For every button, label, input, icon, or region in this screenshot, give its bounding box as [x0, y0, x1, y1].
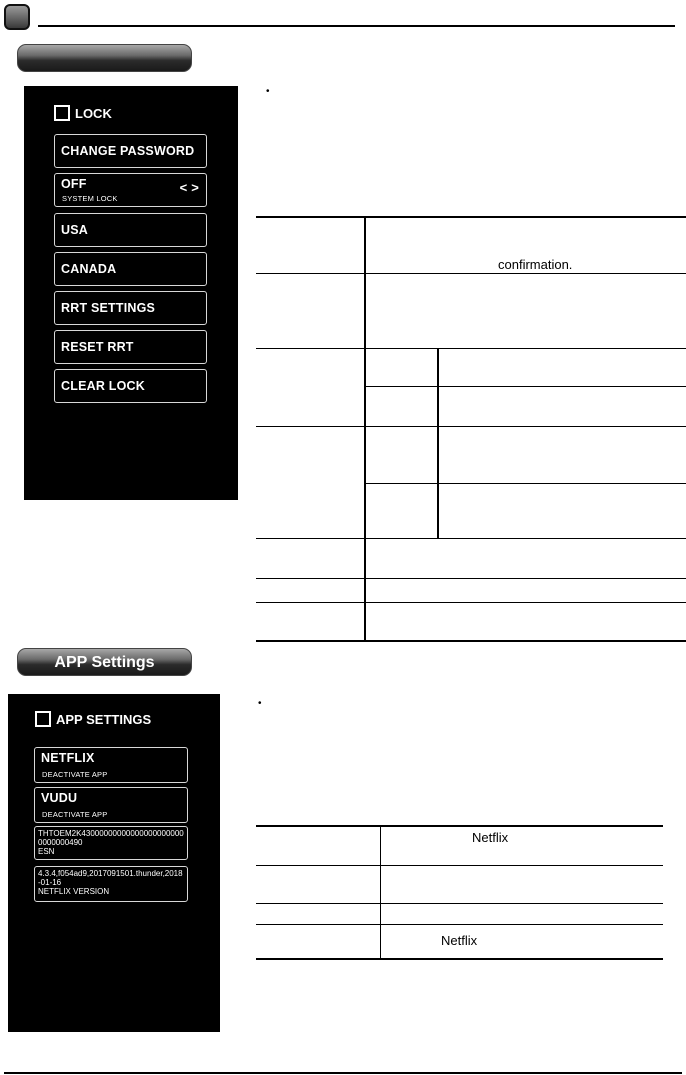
left-right-arrows-icon[interactable]: < > — [179, 180, 199, 195]
netflix-row1-text: Netflix — [472, 830, 509, 845]
canada-button[interactable] — [54, 252, 207, 286]
esn-box — [34, 826, 188, 860]
app-settings-title: APP SETTINGS — [56, 712, 152, 727]
lock-section-pill — [17, 44, 192, 72]
netflix-label: NETFLIX — [41, 751, 95, 765]
usa-label: USA — [61, 223, 88, 237]
esn-label: ESN — [38, 847, 55, 856]
usa-button[interactable] — [54, 213, 207, 247]
clear-lock-label: CLEAR LOCK — [61, 379, 145, 393]
canada-label: CANADA — [61, 262, 117, 276]
netflix-button[interactable] — [34, 747, 188, 783]
rrt-settings-label: RRT SETTINGS — [61, 301, 156, 315]
change-password-button[interactable] — [54, 134, 207, 168]
lock-bullet: • — [266, 86, 270, 97]
reset-rrt-button[interactable] — [54, 330, 207, 364]
reset-rrt-label: RESET RRT — [61, 340, 134, 354]
change-password-label: CHANGE PASSWORD — [61, 144, 195, 158]
bottom-rule — [4, 1072, 682, 1074]
netflix-version-value: 4.3.4,f054ad9,2017091501.thunder,2018-01-16 — [38, 869, 183, 887]
netflix-version-label: NETFLIX VERSION — [38, 887, 110, 896]
confirmation-text: confirmation. — [498, 257, 573, 272]
netflix-deactivate-label: DEACTIVATE APP — [42, 770, 108, 779]
netflix-version-box — [34, 866, 188, 902]
app-settings-table — [256, 825, 663, 960]
rrt-settings-button[interactable] — [54, 291, 207, 325]
rounded-square-icon — [4, 4, 30, 30]
app-bullet: • — [258, 698, 262, 709]
app-settings-panel — [8, 694, 220, 1032]
system-lock-label: SYSTEM LOCK — [62, 194, 118, 203]
vudu-button[interactable] — [34, 787, 188, 823]
app-settings-checkbox[interactable] — [35, 711, 51, 727]
system-lock-selector[interactable] — [54, 173, 207, 207]
system-lock-value: OFF — [61, 177, 87, 191]
vudu-deactivate-label: DEACTIVATE APP — [42, 810, 108, 819]
vudu-label: VUDU — [41, 791, 78, 805]
top-rule — [38, 25, 675, 27]
lock-checkbox[interactable] — [54, 105, 70, 121]
lock-menu-panel — [24, 86, 238, 500]
netflix-row4-text: Netflix — [441, 933, 478, 948]
app-settings-pill: APP Settings — [17, 648, 192, 676]
lock-menu-title: LOCK — [75, 106, 112, 121]
clear-lock-button[interactable] — [54, 369, 207, 403]
lock-table — [256, 216, 686, 642]
esn-value: THTOEM2K430000000000000000000000000000490 — [38, 829, 184, 847]
